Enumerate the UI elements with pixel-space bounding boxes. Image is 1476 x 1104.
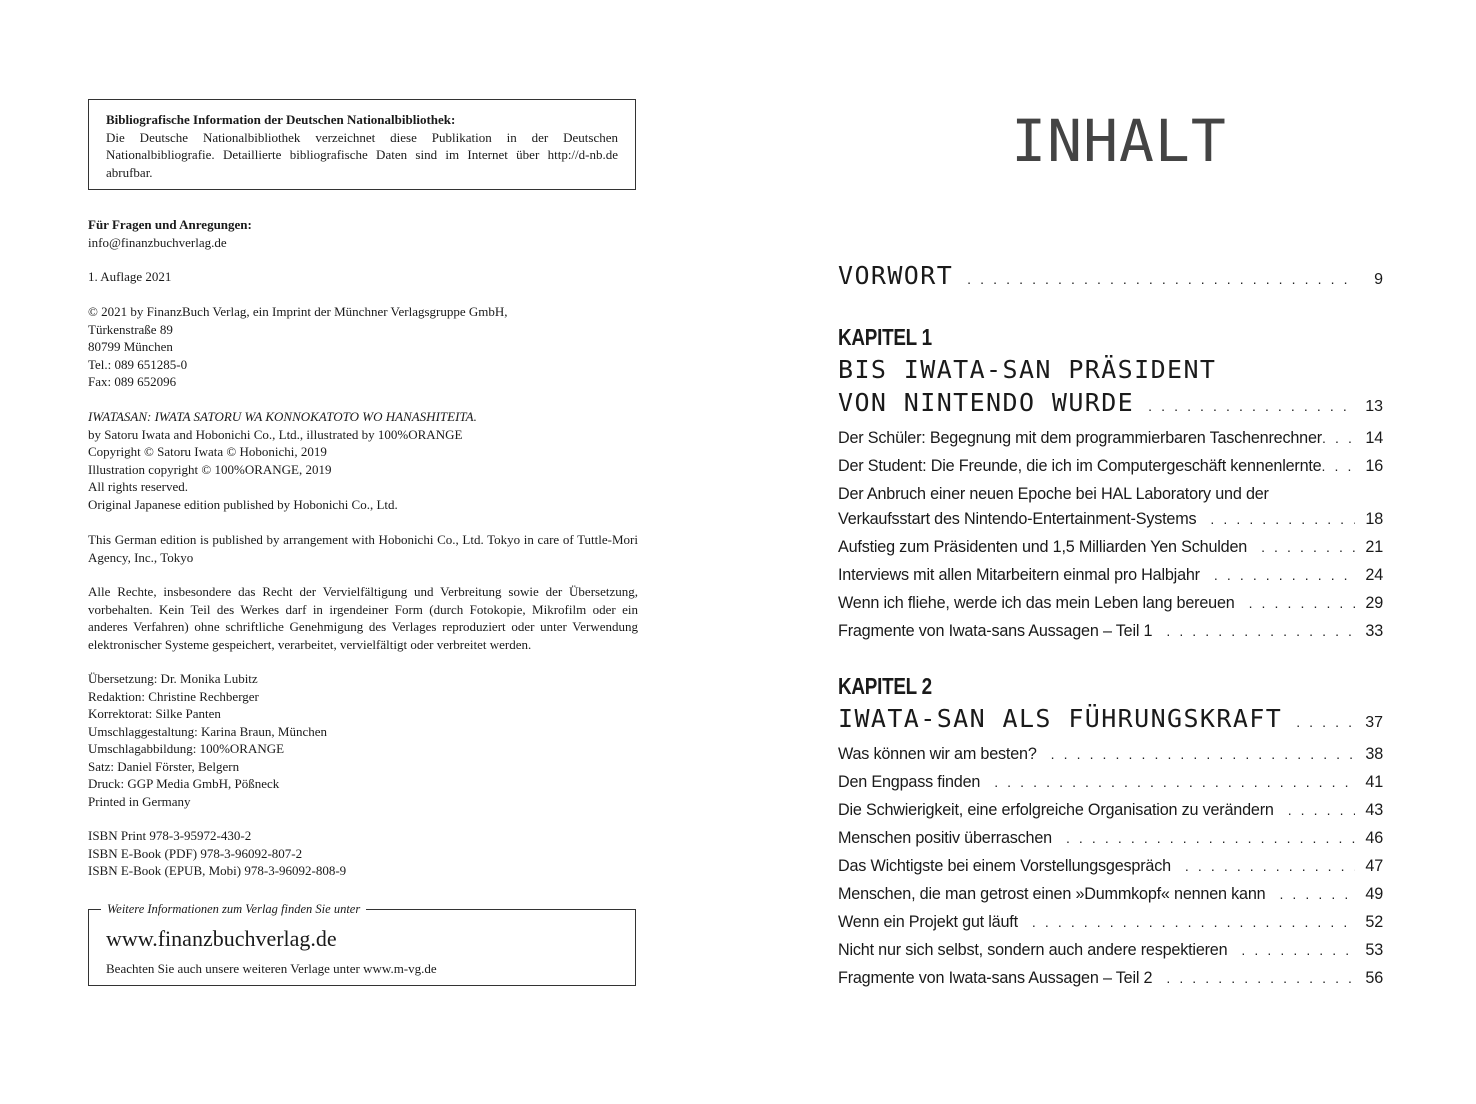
leader-dots <box>1066 828 1355 848</box>
toc-label: Das Wichtigste bei einem Vorstellungsgespräch <box>838 857 1171 875</box>
toc-entry[interactable] <box>838 968 1383 988</box>
toc-label: Was können wir am besten? <box>838 745 1037 763</box>
original-edition-block <box>88 408 638 513</box>
german-edition-note: This German edition is published by arrangement with Hobonichi Co., Ltd. Tokyo in care of Tuttle-Mori Agency, Inc., Tokyo <box>88 532 638 565</box>
credits-block <box>88 670 638 810</box>
publisher-line: © 2021 by FinanzBuch Verlag, ein Imprint der Münchner Verlagsgruppe GmbH, <box>88 304 508 319</box>
toc-label: Menschen positiv überraschen <box>838 829 1052 847</box>
original-line: All rights reserved. <box>88 479 189 494</box>
chapter-title: IWATA-SAN ALS FÜHRUNGSKRAFT <box>838 704 1283 733</box>
credit-line: Satz: Daniel Förster, Belgern <box>88 758 240 774</box>
leader-dots <box>1321 456 1355 476</box>
toc-page: 13 <box>1365 398 1383 415</box>
original-line: Illustration copyright © 100%ORANGE, 2019 <box>88 461 332 477</box>
publisher-line: 80799 München <box>88 339 173 354</box>
leader-dots <box>1166 968 1355 988</box>
toc-label: Wenn ich fliehe, werde ich das mein Leben lang bereuen <box>838 594 1235 612</box>
isbn-line: ISBN E-Book (PDF) 978-3-96092-807-2 <box>88 845 303 861</box>
toc-page: 41 <box>1365 773 1383 791</box>
original-line: by Satoru Iwata and Hobonichi Co., Ltd., illustrated by 100%ORANGE <box>88 426 463 442</box>
toc-label: Der Student: Die Freunde, die ich im Computergeschäft kennenlernte <box>838 457 1322 475</box>
toc-entry[interactable] <box>838 744 1383 764</box>
leader-dots <box>1296 706 1355 739</box>
credit-line: Druck: GGP Media GmbH, Pößneck <box>88 776 280 791</box>
toc-label: Interviews mit allen Mitarbeitern einmal pro Halbjahr <box>838 566 1200 584</box>
toc-entry[interactable] <box>838 593 1383 613</box>
leader-dots <box>1322 428 1355 448</box>
chapter-title: VON NINTENDO WURDE <box>838 388 1135 417</box>
chapter-label: KAPITEL 1 <box>838 324 932 350</box>
leader-dots <box>1241 940 1355 960</box>
toc-page: 29 <box>1365 594 1383 612</box>
leader-dots <box>1288 800 1355 820</box>
toc-entry[interactable] <box>838 828 1383 848</box>
toc-page: 37 <box>1365 714 1383 731</box>
questions-heading: Für Fragen und Anregungen: <box>88 217 252 232</box>
toc-label: Den Engpass finden <box>838 773 981 791</box>
toc-label: VORWORT <box>838 261 954 290</box>
toc-entry[interactable] <box>838 456 1383 476</box>
leader-dots <box>1148 390 1355 423</box>
publisher-block <box>88 303 638 391</box>
bibliographic-info-box <box>88 99 636 190</box>
toc-page: 21 <box>1365 538 1383 556</box>
toc-page: 53 <box>1365 941 1383 959</box>
leader-dots <box>1185 856 1355 876</box>
toc-entry[interactable] <box>838 537 1383 557</box>
credit-line: Redaktion: Christine Rechberger <box>88 688 259 704</box>
toc-row-chapter[interactable] <box>838 702 1383 739</box>
toc-label: Aufstieg zum Präsidenten und 1,5 Milliarden Yen Schulden <box>838 538 1248 556</box>
credit-line: Umschlaggestaltung: Karina Braun, München <box>88 723 327 739</box>
toc-label: Fragmente von Iwata-sans Aussagen – Teil 1 <box>838 622 1153 640</box>
isbn-line: ISBN E-Book (EPUB, Mobi) 978-3-96092-808-9 <box>88 863 347 878</box>
questions-block <box>88 216 638 251</box>
toc-page: 52 <box>1365 913 1383 931</box>
toc-entry[interactable] <box>838 800 1383 820</box>
bibliographic-text: Die Deutsche Nationalbibliothek verzeichnet diese Publikation in der Deutschen Nationalbibliografie. Detaillierte bibliografische Daten sind im Internet über http://d-nb.de abrufbar. <box>106 129 618 180</box>
publisher-line: Fax: 089 652096 <box>88 374 177 389</box>
original-line: Copyright © Satoru Iwata © Hobonichi, 2019 <box>88 444 327 459</box>
leader-dots <box>1249 593 1355 613</box>
leader-dots <box>994 772 1355 792</box>
chapter-title: BIS IWATA-SAN PRÄSIDENT <box>838 355 1217 384</box>
toc-entry[interactable] <box>838 509 1383 529</box>
toc-entry[interactable] <box>838 884 1383 904</box>
toc-page: 9 <box>1374 271 1383 288</box>
toc-page: 56 <box>1365 969 1383 987</box>
leader-dots <box>1166 621 1355 641</box>
toc-label: Nicht nur sich selbst, sondern auch andere respektieren <box>838 941 1228 959</box>
web-legend: Weitere Informationen zum Verlag finden Sie unter <box>101 901 366 918</box>
questions-email: info@finanzbuchverlag.de <box>88 234 227 250</box>
toc-entry[interactable] <box>838 856 1383 876</box>
rights-notice: Alle Rechte, insbesondere das Recht der Vervielfältigung und Verbreitung sowie der Übersetzung, vorbehalten. Kein Teil des Werkes darf in irgendeiner Form (durch Fotokopie, Mikrofilm oder ein anderes Verfahren) ohne schriftliche Genehmigung des Verlages reproduziert oder unter Verwendung elektronischer Systeme gespeichert, verarbeitet, vervielfältigt oder verbreitet werden. <box>88 584 638 652</box>
leader-dots <box>967 263 1355 296</box>
toc-page: 49 <box>1365 885 1383 903</box>
toc-entry[interactable] <box>838 912 1383 932</box>
toc-page: 46 <box>1365 829 1383 847</box>
toc-page: 33 <box>1365 622 1383 640</box>
leader-dots <box>1261 537 1355 557</box>
toc-entry-first-line[interactable]: Der Anbruch einer neuen Epoche bei HAL Laboratory und der <box>838 485 1269 503</box>
publisher-line: Türkenstraße 89 <box>88 321 173 337</box>
toc-label: Fragmente von Iwata-sans Aussagen – Teil 2 <box>838 969 1153 987</box>
toc-label: Der Schüler: Begegnung mit dem programmierbaren Taschenrechner <box>838 429 1322 447</box>
toc-title: INHALT <box>1011 107 1227 175</box>
isbn-line: ISBN Print 978-3-95972-430-2 <box>88 828 252 843</box>
toc-row-vorwort[interactable] <box>838 259 1383 296</box>
leader-dots <box>1210 509 1355 529</box>
toc-page: 18 <box>1365 510 1383 528</box>
edition-line: 1. Auflage 2021 <box>88 269 172 284</box>
toc-row-chapter[interactable] <box>838 386 1383 423</box>
leader-dots <box>1051 744 1355 764</box>
toc-entry[interactable] <box>838 940 1383 960</box>
publisher-line: Tel.: 089 651285-0 <box>88 356 188 372</box>
toc-page: 47 <box>1365 857 1383 875</box>
toc-page: 16 <box>1365 457 1383 475</box>
toc-label: Die Schwierigkeit, eine erfolgreiche Organisation zu verändern <box>838 801 1274 819</box>
publisher-note: Beachten Sie auch unsere weiteren Verlage unter www.m-vg.de <box>106 961 437 976</box>
credit-line: Übersetzung: Dr. Monika Lubitz <box>88 671 258 686</box>
toc-entry[interactable] <box>838 621 1383 641</box>
leader-dots <box>1214 565 1355 585</box>
original-line: Original Japanese edition published by Hobonichi Co., Ltd. <box>88 496 398 512</box>
isbn-block <box>88 827 638 880</box>
original-title: IWATASAN: IWATA SATORU WA KONNOKATOTO WO HANASHITEITA. <box>88 409 477 424</box>
credit-line: Korrektorat: Silke Panten <box>88 706 221 721</box>
publisher-url[interactable]: www.finanzbuchverlag.de <box>106 926 337 951</box>
toc-page: 24 <box>1365 566 1383 584</box>
leader-dots <box>1032 912 1355 932</box>
publisher-web-box <box>88 902 636 986</box>
bibliographic-heading: Bibliografische Information der Deutschen Nationalbibliothek: <box>106 112 456 127</box>
toc-entry[interactable] <box>838 772 1383 792</box>
toc-label: Wenn ein Projekt gut läuft <box>838 913 1018 931</box>
toc-label: Menschen, die man getrost einen »Dummkopf« nennen kann <box>838 885 1266 903</box>
toc-page: 38 <box>1365 745 1383 763</box>
toc-entry[interactable] <box>838 428 1383 448</box>
toc-entry[interactable] <box>838 565 1383 585</box>
chapter-label: KAPITEL 2 <box>838 673 932 699</box>
toc-page: 14 <box>1365 429 1383 447</box>
leader-dots <box>1279 884 1355 904</box>
toc-page: 43 <box>1365 801 1383 819</box>
credit-line: Umschlagabbildung: 100%ORANGE <box>88 741 285 756</box>
toc-label: Verkaufsstart des Nintendo-Entertainment-Systems <box>838 510 1197 528</box>
credit-line: Printed in Germany <box>88 793 191 809</box>
